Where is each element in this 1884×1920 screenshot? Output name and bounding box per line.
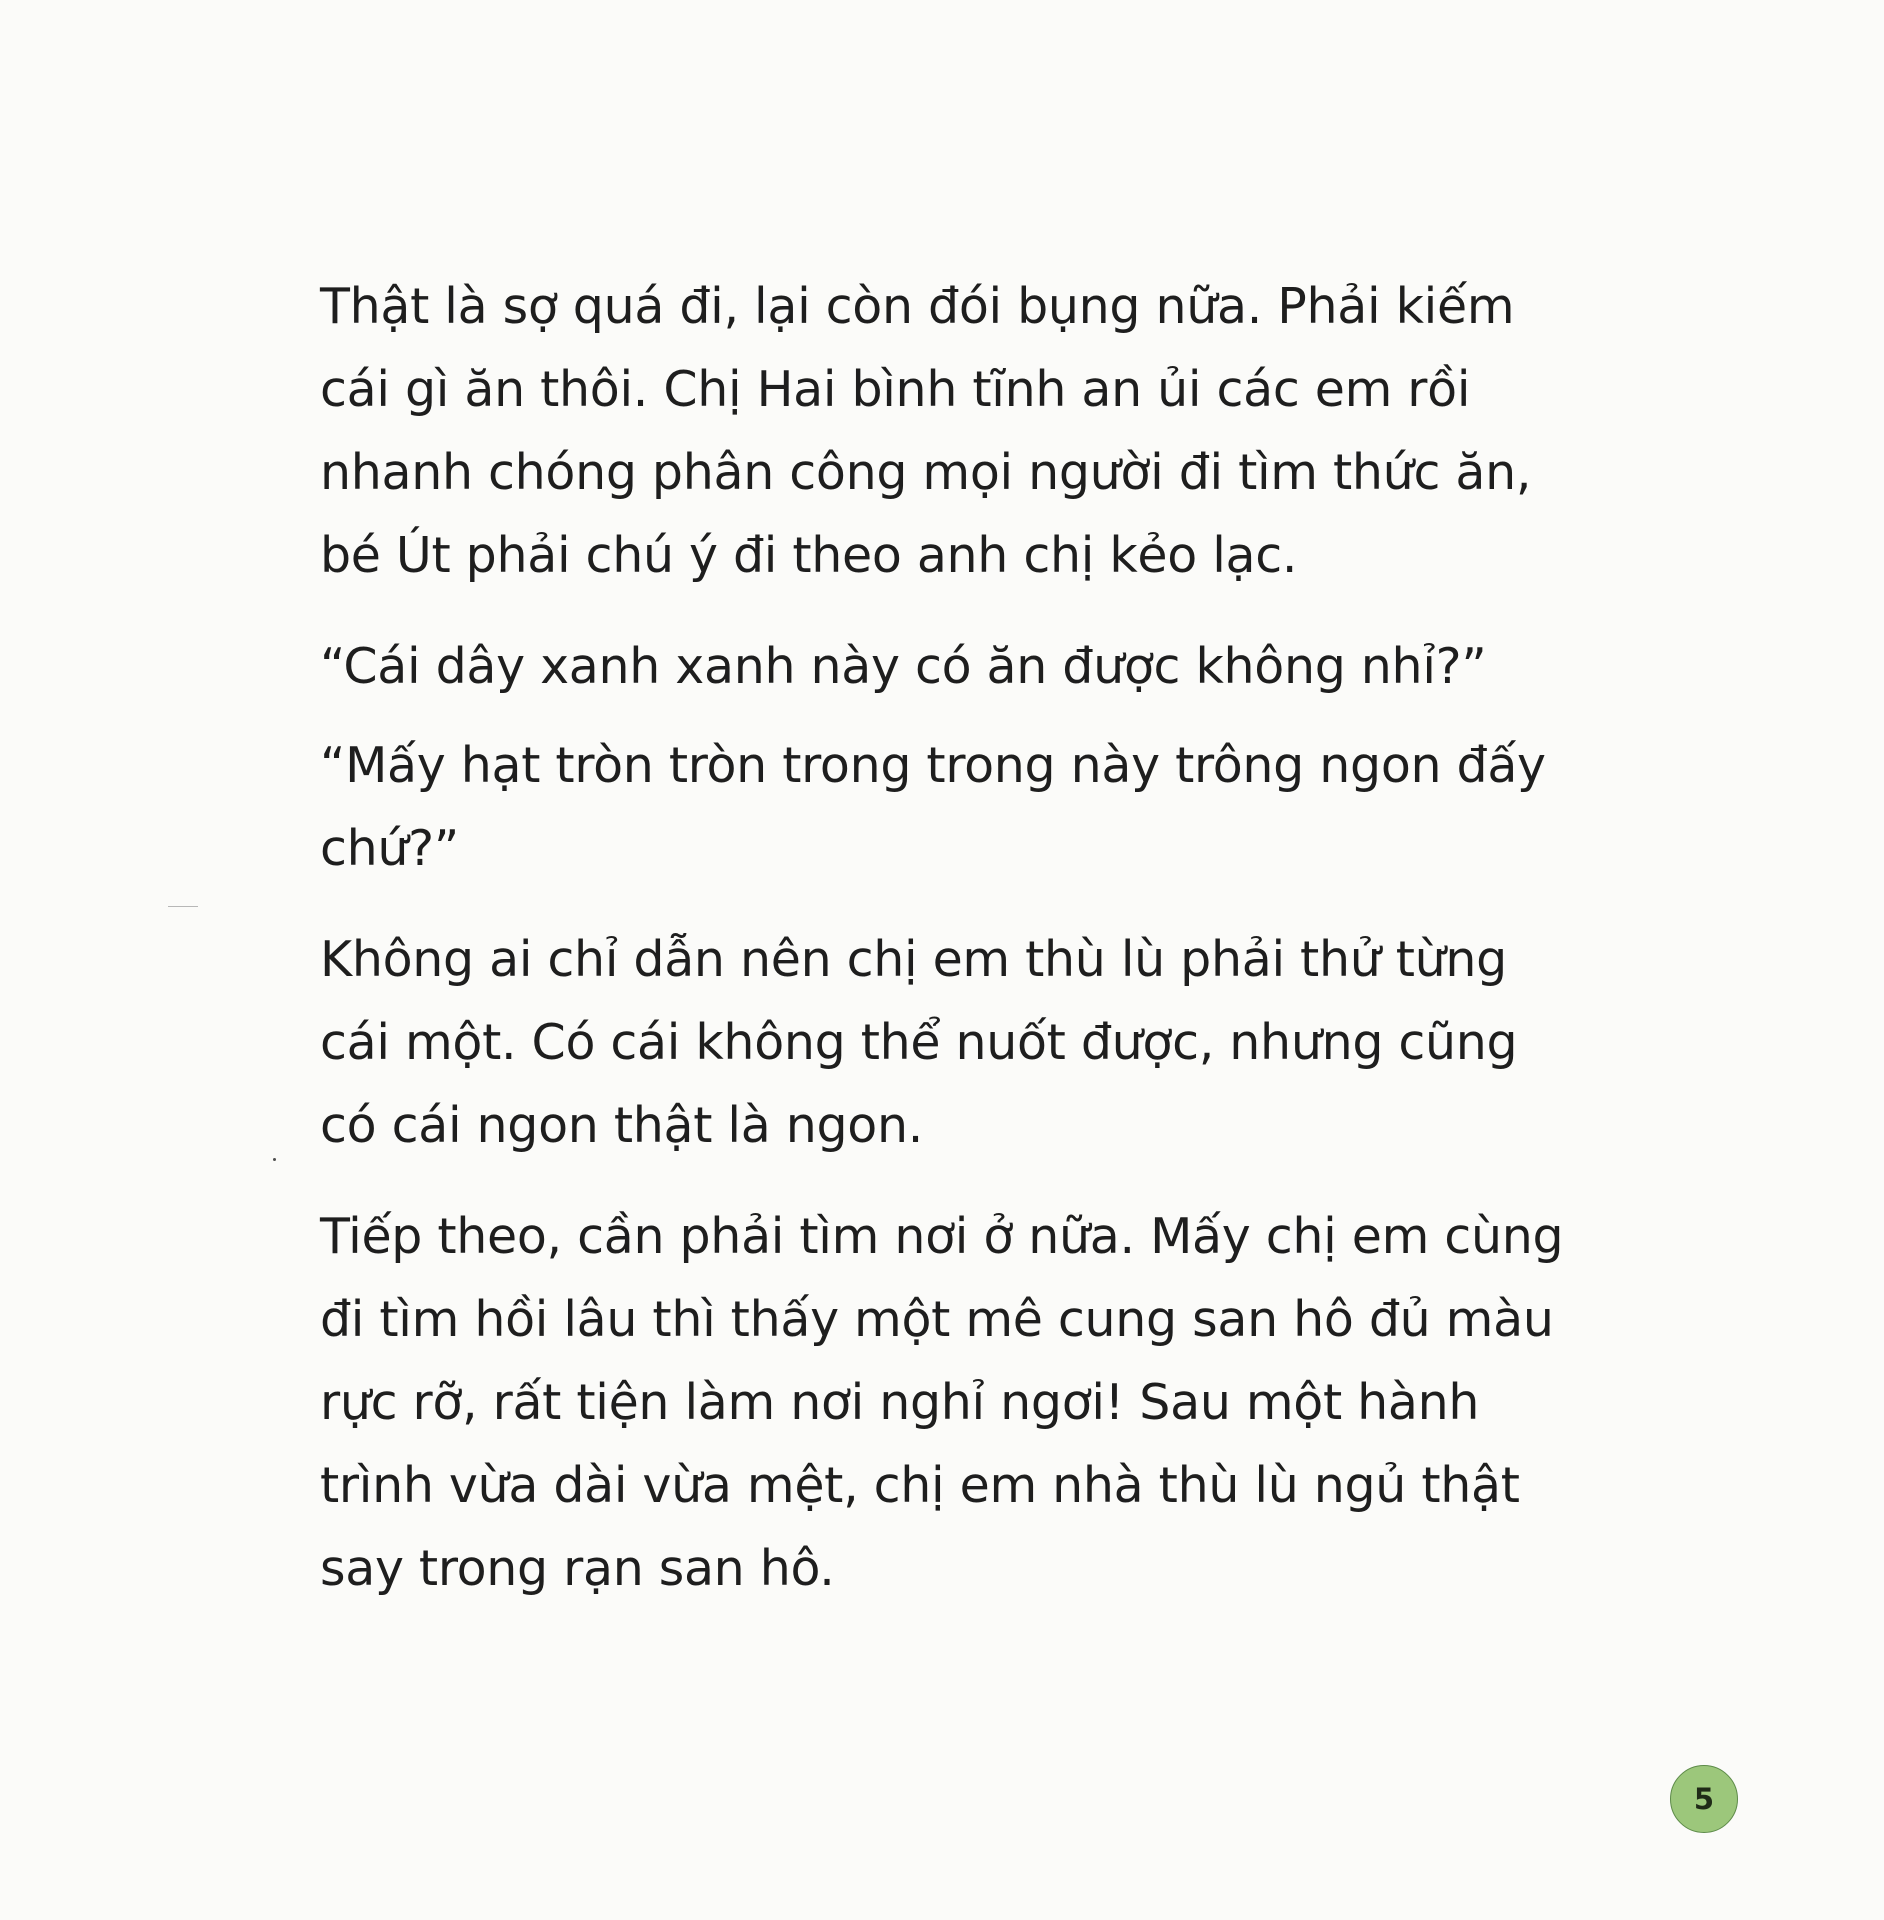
paragraph-5: Tiếp theo, cần phải tìm nơi ở nữa. Mấy chị em cùng đi tìm hồi lâu thì thấy một mê cung san hô đủ màu rực rỡ, rất tiện làm nơi nghỉ ngơi! Sau một hành trình vừa dài vừa mệt, chị em nhà thù lù ngủ thật say trong rạn san hô. bbox=[320, 1208, 1564, 1597]
paragraph-2: “Cái dây xanh xanh này có ăn được không nhỉ?” bbox=[320, 638, 1487, 695]
paragraph-4: Không ai chỉ dẫn nên chị em thù lù phải thử từng cái một. Có cái không thể nuốt được, nhưng cũng có cái ngon thật là ngon. bbox=[320, 931, 1518, 1154]
page-number-badge: 5 bbox=[1670, 1765, 1738, 1833]
story-text bbox=[320, 265, 1580, 1638]
paragraph-3: “Mấy hạt tròn tròn trong trong này trông ngon đấy chứ?” bbox=[320, 737, 1546, 877]
paragraph-1: Thật là sợ quá đi, lại còn đói bụng nữa. Phải kiếm cái gì ăn thôi. Chị Hai bình tĩnh an ủi các em rồi nhanh chóng phân công mọi người đi tìm thức ăn, bé Út phải chú ý đi theo anh chị kẻo lạc. bbox=[320, 278, 1532, 584]
scan-dot bbox=[273, 1158, 276, 1161]
scan-mark bbox=[168, 906, 198, 907]
